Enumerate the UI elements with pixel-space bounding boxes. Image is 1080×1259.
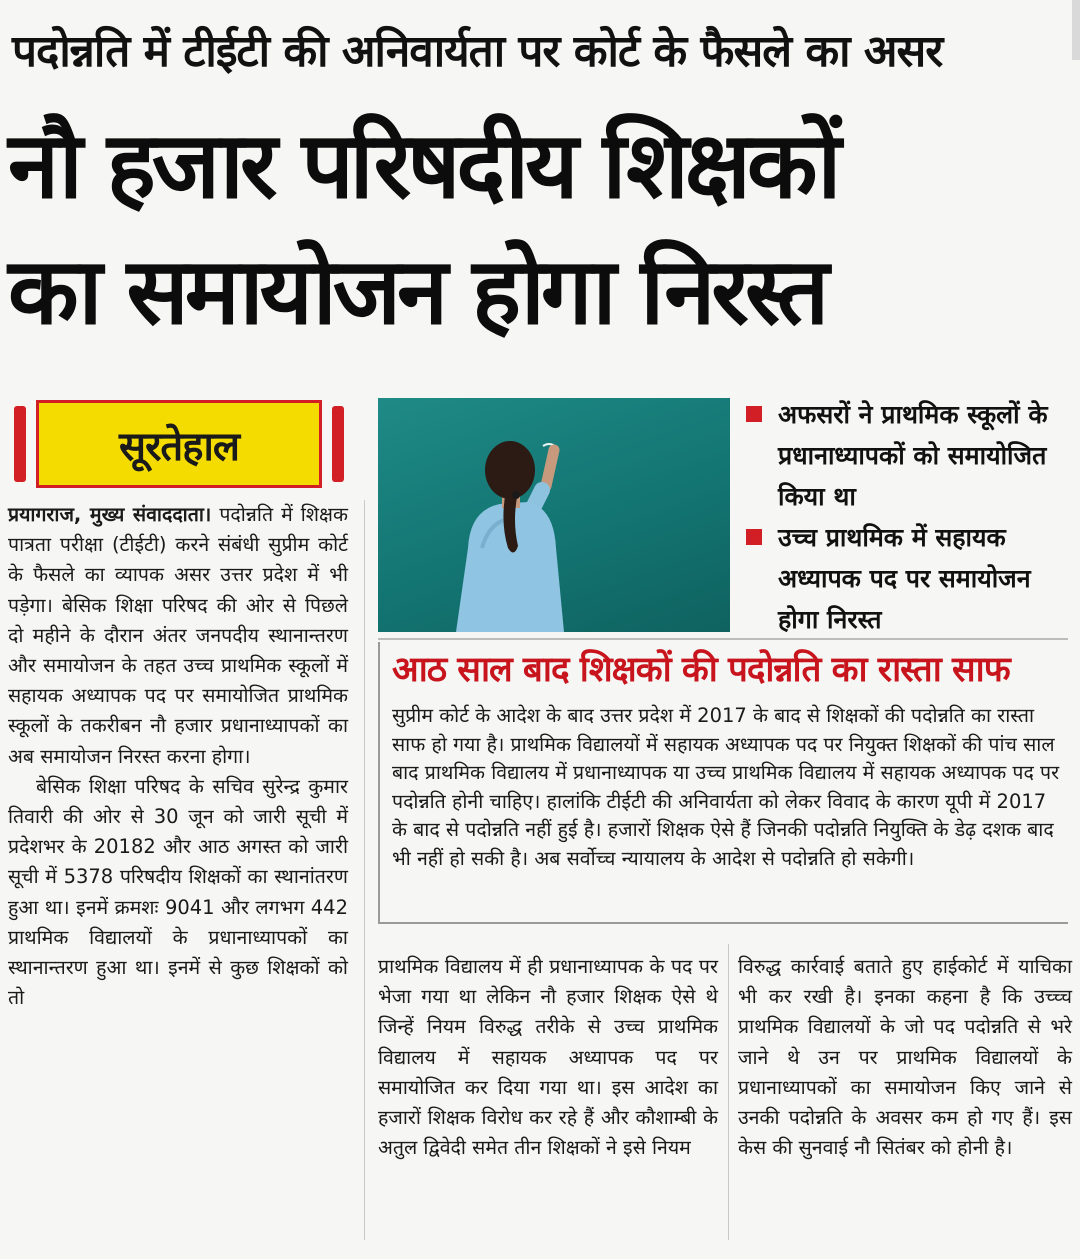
highlight-text: अफसरों ने प्राथमिक स्कूलों के प्रधानाध्यापकों को समायोजित किया था bbox=[778, 400, 1048, 511]
subsection-top-rule bbox=[378, 638, 1068, 640]
headline-line-1: नौ हजार परिषदीय शिक्षकों bbox=[8, 112, 838, 219]
highlights-list bbox=[742, 394, 1062, 640]
headline-line-2: का समायोजन होगा निरस्त bbox=[8, 238, 826, 345]
badge-label: सूरतेहाल bbox=[119, 422, 239, 470]
highlight-item bbox=[742, 517, 1062, 640]
badge-bar-right bbox=[332, 406, 344, 482]
column-1-paragraph-1: पदोन्नति में शिक्षक पात्रता परीक्षा (टीईटी) करने संबंधी सुप्रीम कोर्ट के फैसले का व्यापक असर उत्तर प्रदेश में भी पड़ेगा। बेसिक शिक्षा परिषद की ओर से पिछले दो महीने के दौरान अंतर जनपदीय स्थानान्तरण और समायोजन के तहत उच्च प्राथमिक स्कूलों में सहायक अध्यापक पद पर समायोजित प्राथमिक स्कूलों के तकरीबन नौ हजार प्रधानाध्यापकों का अब समायोजन निरस्त करना होगा। bbox=[8, 503, 349, 768]
bullet-square-icon bbox=[746, 406, 762, 422]
article-column-1 bbox=[8, 500, 348, 1013]
column-divider bbox=[728, 944, 729, 1240]
badge-box bbox=[36, 400, 322, 488]
dateline: प्रयागराज, मुख्य संवाददाता। bbox=[8, 503, 212, 526]
column-1-paragraph-2: बेसिक शिक्षा परिषद के सचिव सुरेन्द्र कुमार तिवारी की ओर से 30 जून को जारी सूची में प्रदेशभर के 20182 और आठ अगस्त को जारी सूची में 5378 परिषदीय शिक्षकों का स्थानांतरण हुआ था। इनमें क्रमशः 9041 और लगभग 442 प्राथमिक विद्यालयों के प्रधानाध्यापकों का स्थानान्तरण हुआ था। इनमें से कुछ शिक्षकों को तो bbox=[8, 774, 348, 1010]
section-badge bbox=[14, 400, 344, 488]
bullet-square-icon bbox=[746, 529, 762, 545]
page-edge-shadow bbox=[1072, 0, 1080, 60]
column-divider bbox=[364, 500, 365, 1240]
subsection-title: आठ साल बाद शिक्षकों की पदोन्नति का रास्ता साफ bbox=[392, 650, 1010, 690]
badge-bar-left bbox=[14, 406, 26, 482]
teacher-photo bbox=[378, 398, 730, 632]
headline-kicker: पदोन्नति में टीईटी की अनिवार्यता पर कोर्ट के फैसले का असर bbox=[12, 26, 943, 77]
teacher-illustration bbox=[378, 398, 730, 632]
article-column-3: विरुद्ध कार्रवाई बताते हुए हाईकोर्ट में याचिका भी कर रखी है। इनका कहना है कि उच्च्च प्राथमिक विद्यालयों के जो पद पदोन्नति से भरे जाने थे उन पर प्राथमिक विद्यालयों के प्रधानाध्यापकों का समायोजन किए जाने से उनकी पदोन्नति के अवसर कम हो गए हैं। इस केस की सुनवाई नौ सितंबर को होनी है। bbox=[738, 955, 1072, 1160]
subsection-body: सुप्रीम कोर्ट के आदेश के बाद उत्तर प्रदेश में 2017 के बाद से शिक्षकों की पदोन्नति का रास्ता साफ हो गया है। प्राथमिक विद्यालयों में सहायक अध्यापक पद पर नियुक्त शिक्षकों की पांच साल बाद प्राथमिक विद्यालय में प्रधानाध्यापक या उच्च प्राथमिक विद्यालय में सहायक अध्यापक पद पर पदोन्नति होनी चाहिए। हालांकि टीईटी की अनिवार्यता को लेकर विवाद के कारण यूपी में 2017 के बाद से पदोन्नति नहीं हुई है। हजारों शिक्षक ऐसे हैं जिनकी पदोन्नति नियुक्ति के डेढ़ दशक बाद भी नहीं हो सकी है। अब सर्वोच्च न्यायालय के आदेश से पदोन्नति हो सकेगी। bbox=[392, 704, 1060, 870]
highlight-text: उच्च प्राथमिक में सहायक अध्यापक पद पर समायोजन होगा निरस्त bbox=[778, 523, 1031, 634]
article-column-2: प्राथमिक विद्यालय में ही प्रधानाध्यापक के पद पर भेजा गया था लेकिन नौ हजार शिक्षक ऐसे थे जिन्हें नियम विरुद्ध तरीके से उच्च प्राथमिक विद्यालय में सहायक अध्यापक पद पर समायोजित कर दिया गया था। इस आदेश का हजारों शिक्षक विरोध कर रहे हैं और कौशाम्बी के अतुल द्विवेदी समेत तीन शिक्षकों ने इसे नियम bbox=[378, 955, 718, 1160]
highlight-item bbox=[742, 394, 1062, 517]
